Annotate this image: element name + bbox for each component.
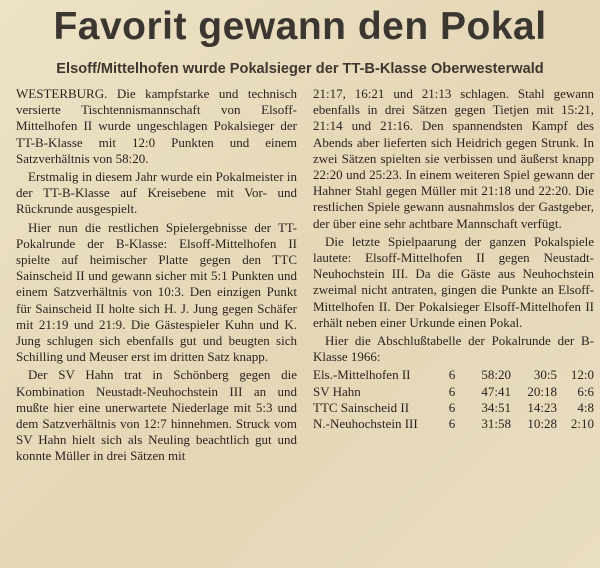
games-played: 6	[448, 399, 456, 415]
points-ratio: 14:23	[527, 399, 557, 415]
table-row	[313, 416, 594, 432]
match-points: 12:0	[570, 367, 594, 383]
table-row	[313, 400, 594, 416]
games-played: 6	[448, 383, 456, 399]
games-played: 6	[448, 416, 456, 432]
subheadline: Elsoff/Mittelhofen wurde Pokalsieger der TT-B-Klasse Oberwesterwald	[56, 61, 544, 77]
sets-ratio: 34:51	[481, 399, 511, 415]
match-points: 2:10	[570, 416, 594, 432]
match-points: 6:6	[577, 383, 594, 399]
paragraph: Erstmalig in diesem Jahr wurde ein Pokalmeister in der TT-B-Klasse auf Kreisebene mit Vor- und Rückrunde ausgespielt.	[16, 169, 297, 217]
table-row	[313, 367, 594, 383]
points-ratio: 30:5	[533, 367, 557, 383]
final-standings-table	[313, 367, 594, 432]
team-name: SV Hahn	[313, 383, 361, 399]
table-row	[313, 384, 594, 400]
games-played: 6	[448, 367, 456, 383]
sets-ratio: 47:41	[481, 383, 511, 399]
paragraph: Hier die Abschlußtabelle der Pokalrunde der B-Klasse 1966:	[313, 333, 594, 365]
paragraph: Hier nun die restlichen Spielergebnisse der TT-Pokalrunde der B-Klasse: Elsoff-Mittelhofen II spielte auf heimischer Platte gegen den TTC Sainscheid II und gewann sicher mit 5:1 Punkten und einem Satzverhältnis von 10:3. Den einzigen Punkt für Sainscheid II holte sich H. J. Jung gegen Schäfer mit 21:19 und 21:9. Die Gästespieler Kuhn und K. Jung schlugen sich ebenfalls gut und beugten sich Schilling und Meuser erst im dritten Satz knapp.	[16, 219, 297, 365]
paragraph: WESTERBURG. Die kampfstarke und technisch versierte Tischtennismannschaft von Elsoff-Mittelhofen II wurde ungeschlagen Pokalsieger der TT-B-Klasse mit 12:0 Punkten und einem Satzverhältnis von 58:20.	[16, 86, 297, 166]
team-name: N.-Neuhochstein III	[313, 416, 418, 432]
paragraph: Die letzte Spielpaarung der ganzen Pokalspiele lautete: Elsoff-Mittelhofen II gegen Neustadt-Neuhochstein III. Da die Gäste aus Neuhochstein zweimal nicht antraten, gingen die Punkte an Elsoff-Mittelhofen II. Der Pokalsieger Elsoff-Mittelhofen II erhält neben einer Urkunde einen Pokal.	[313, 233, 594, 330]
team-name: Els.-Mittelhofen II	[313, 367, 411, 383]
sets-ratio: 31:58	[481, 416, 511, 432]
headline: Favorit gewann den Pokal	[53, 5, 547, 48]
paragraph: 21:17, 16:21 und 21:13 schlagen. Stahl gewann ebenfalls in drei Sätzen gegen Tietjen mit 15:21, 21:14 und 21:16. Den spannendsten Kampf des Abends aber lieferten sich Heidrich gegen Strunk. In zwei Sätzen spielten sie verbissen und äußerst knapp 22:20 und 25:23. In einem weiteren Spiel gewann der Hahner Stahl gegen Müller mit 21:18 und 22:20. Die restlichen Spiele gewann ausnahmslos der Gastgeber, der über eine sehr achtbare Mannschaft verfügt.	[313, 86, 594, 231]
points-ratio: 10:28	[527, 416, 557, 432]
article-column-right	[313, 86, 594, 432]
points-ratio: 20:18	[527, 383, 557, 399]
sets-ratio: 58:20	[481, 367, 511, 383]
team-name: TTC Sainscheid II	[313, 399, 410, 415]
paragraph: Der SV Hahn trat in Schönberg gegen die Kombination Neustadt-Neuhochstein III an und mußte hier eine unerwartete Niederlage mit 5:3 und dem Satzverhältnis von 12:7 hinnehmen. Struck vom SV Hahn hielt sich als Neuling beachtlich gut und konnte Müller in drei Sätzen mit	[16, 367, 297, 464]
match-points: 4:8	[577, 399, 594, 415]
article-column-left	[16, 86, 297, 465]
